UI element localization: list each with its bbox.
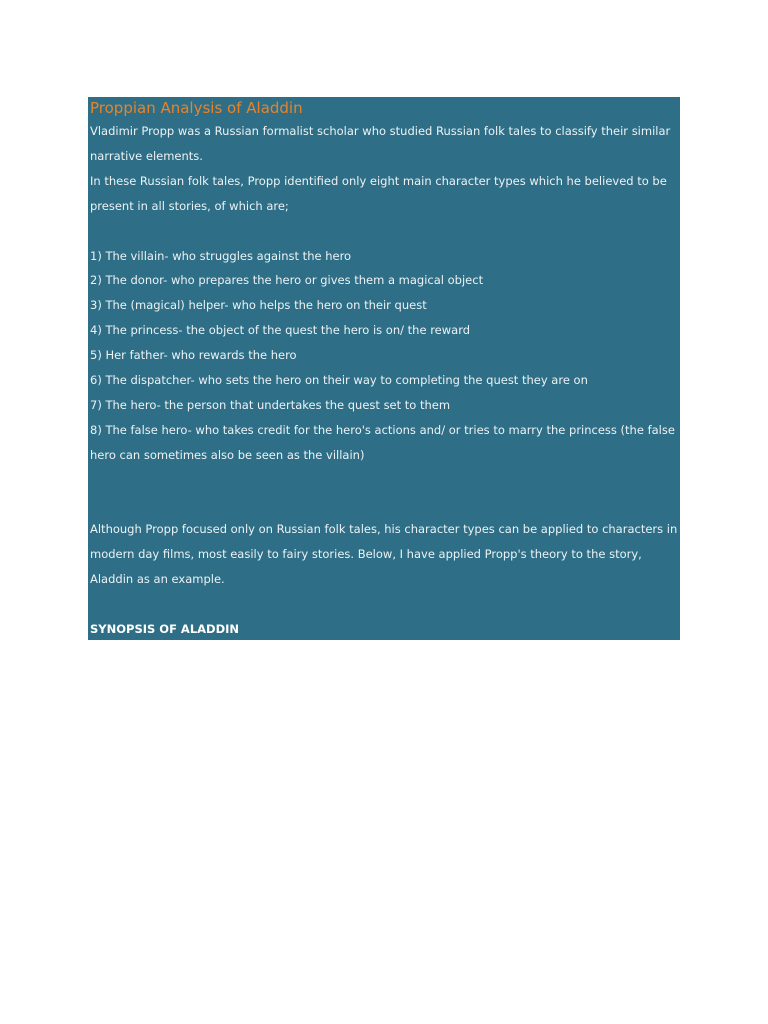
character-types-list: [90, 244, 678, 468]
list-item: 2) The donor- who prepares the hero or gives them a magical object: [90, 273, 484, 288]
list-item: 6) The dispatcher- who sets the hero on their way to completing the quest they are on: [90, 373, 588, 388]
document-title: Proppian Analysis of Aladdin: [90, 99, 303, 117]
spacer: [90, 592, 678, 617]
list-item: 1) The villain- who struggles against the hero: [90, 248, 352, 263]
section-heading: SYNOPSIS OF ALADDIN: [90, 622, 240, 637]
spacer: [90, 468, 678, 493]
list-item: 4) The princess- the object of the quest the hero is on/ the reward: [90, 323, 471, 338]
intro-line: present in all stories, of which are;: [90, 198, 289, 213]
application-line: modern day films, most easily to fairy stories. Below, I have applied Propp's theory to the story,: [90, 547, 642, 562]
list-item-continuation: hero can sometimes also be seen as the villain): [90, 447, 365, 462]
list-item: 3) The (magical) helper- who helps the hero on their quest: [90, 298, 427, 313]
application-block: [90, 517, 678, 592]
spacer: [90, 219, 678, 244]
intro-line: Vladimir Propp was a Russian formalist scholar who studied Russian folk tales to classify their similar: [90, 124, 671, 138]
list-item: 8) The false hero- who takes credit for the hero's actions and/ or tries to marry the princess (the false: [90, 422, 675, 437]
intro-line: In these Russian folk tales, Propp identified only eight main character types which he believed to be: [90, 173, 667, 188]
list-item: 7) The hero- the person that undertakes the quest set to them: [90, 397, 451, 412]
content-panel: [88, 97, 680, 640]
application-line: Aladdin as an example.: [90, 572, 225, 587]
list-item: 5) Her father- who rewards the hero: [90, 348, 297, 363]
spacer: [90, 493, 678, 518]
intro-line: narrative elements.: [90, 148, 203, 163]
intro-block: [90, 119, 678, 219]
application-line: Although Propp focused only on Russian folk tales, his character types can be applied to characters in: [90, 522, 678, 537]
